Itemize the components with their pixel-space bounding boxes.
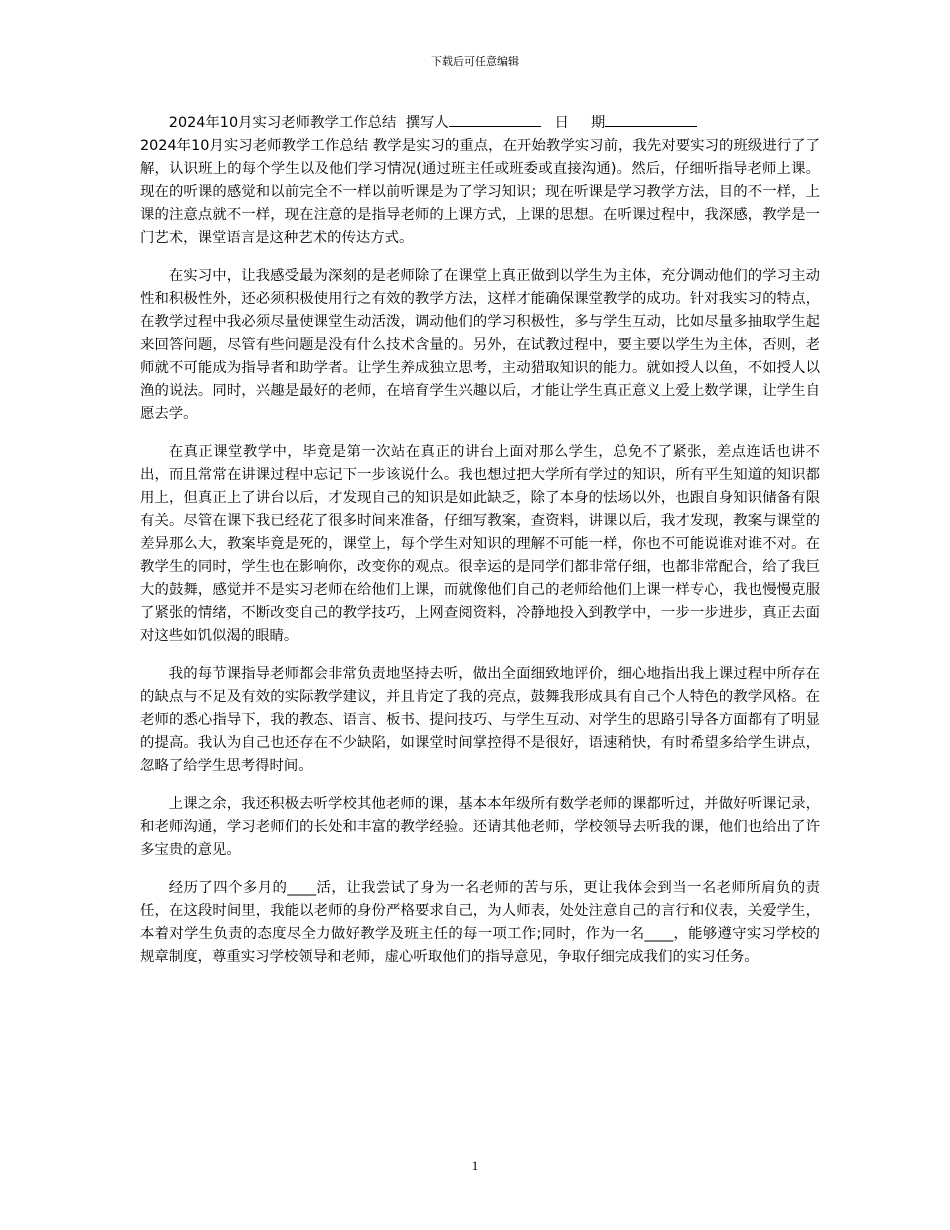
paragraph-5: 上课之余，我还积极去听学校其他老师的课，基本本年级所有数学老师的课都听过，并做好听课记录，和老师沟通，学习老师们的长处和丰富的教学经验。还请其他老师，学校领导去听我的课，他们也给出了许多宝贵的意见。 [140,796,820,858]
paragraph-1 [140,112,820,250]
paragraph-3: 在真正课堂教学中，毕竟是第一次站在真正的讲台上面对那么学生，总免不了紧张，差点连话也讲不出，而且常常在讲课过程中忘记下一步该说什么。我也想过把大学所有学过的知识，所有平生知道的知识都用上，但真正上了讲台以后，才发现自己的知识是如此缺乏，除了本身的怯场以外，也跟自身知识储备有限有关。尽管在课下我已经花了很多时间来准备，仔细写教案，查资料，讲课以后，我才发现，教案与课堂的差异那么大，教案毕竟是死的，课堂上，每个学生对知识的理解不可能一样，你也不可能说谁对谁不对。在教学生的同时，学生也在影响你，改变你的观点。很幸运的是同学们都非常仔细，也都非常配合，给了我巨大的鼓舞，感觉并不是实习老师在给他们上课，而就像他们自己的老师给他们上课一样专心，我也慢慢克服了紧张的情绪，不断改变自己的教学技巧，上网查阅资料，冷静地投入到教学中，一步一步进步，真正去面对这些如饥似渴的眼睛。 [140,444,820,644]
page-header-note: 下载后可任意编辑 [431,55,519,68]
date-label-1: 日 [554,115,569,131]
author-blank [449,112,541,127]
paragraph-1-text: 2024年10月实习老师教学工作总结 教学是实习的重点，在开始教学实习前，我先对要实习的班级进行了了解，认识班上的每个学生以及他们学习情况(通过班主任或班委或直接沟通)。然后，仔细听指导老师上课。现在的听课的感觉和以前完全不一样以前听课是为了学习知识；现在听课是学习教学方法，目的不一样，上课的注意点就不一样，现在注意的是指导老师的上课方式，上课的思想。在听课过程中，我深感，教学是一门艺术，课堂语言是这种艺术的传达方式。 [140,138,820,246]
document-title: 2024年10月实习老师教学工作总结 [168,115,397,131]
date-blank [605,112,697,127]
paragraph-6: 经历了四个多月的____活，让我尝试了身为一名老师的苦与乐，更让我体会到当一名老师所肩负的责任，在这段时间里，我能以老师的身份严格要求自己，为人师表，处处注意自己的言行和仪表，关爱学生，本着对学生负责的态度尽全力做好教学及班主任的每一项工作;同时，作为一名____，能够遵守实习学校的规章制度，尊重实习学校领导和老师，虚心听取他们的指导意见，争取仔细完成我们的实习任务。 [140,880,820,965]
page-number: 1 [471,1158,479,1173]
author-label: 撰写人 [405,115,449,131]
date-label-2: 期 [590,115,606,131]
document-body [140,112,820,984]
paragraph-2: 在实习中，让我感受最为深刻的是老师除了在课堂上真正做到以学生为主体，充分调动他们的学习主动性和积极性外，还必须积极使用行之有效的教学方法，这样才能确保课堂教学的成功。针对我实习的特点，在教学过程中我必须尽量使课堂生动活泼，调动他们的学习积极性，多与学生互动，比如尽量多抽取学生起来回答问题，尽管有些问题是没有什么技术含量的。另外，在试教过程中，要主要以学生为主体，否则，老师就不可能成为指导者和助学者。让学生养成独立思考，主动猎取知识的能力。就如授人以鱼，不如授人以渔的说法。同时，兴趣是最好的老师，在培育学生兴趣以后，才能让学生真正意义上爱上数学课，让学生自愿去学。 [140,268,820,422]
title-line [140,112,820,135]
paragraph-4: 我的每节课指导老师都会非常负责地坚持去听，做出全面细致地评价，细心地指出我上课过程中所存在的缺点与不足及有效的实际教学建议，并且肯定了我的亮点，鼓舞我形成具有自己个人特色的教学风格。在老师的悉心指导下，我的教态、语言、板书、提问技巧、与学生互动、对学生的思路引导各方面都有了明显的提高。我认为自己也还存在不少缺陷，如课堂时间掌控得不是很好，语速稍快，有时希望多给学生讲点，忽略了给学生思考得时间。 [140,666,820,774]
